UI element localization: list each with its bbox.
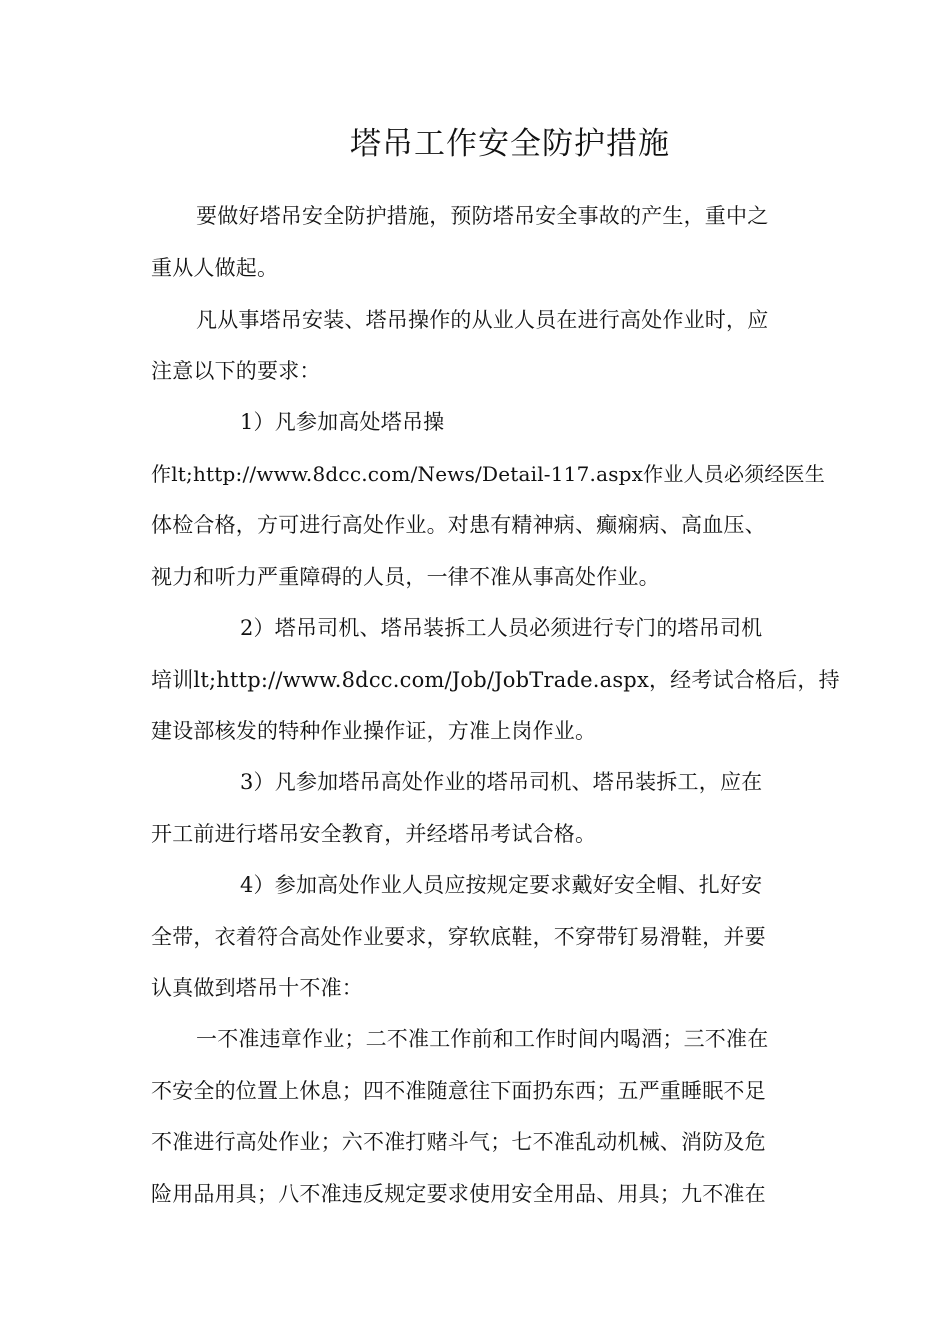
paragraph-line: 要做好塔吊安全防护措施，预防塔吊安全事故的产生，重中之 [196, 204, 769, 228]
paragraph-line: 培训lt;http://www.8dcc.com/Job/JobTrade.aspx，经考试合格后，持 [151, 668, 840, 692]
paragraph-line: 凡从事塔吊安装、塔吊操作的从业人员在进行高处作业时，应 [196, 308, 769, 332]
paragraph-line: 重从人做起。 [151, 256, 279, 280]
paragraph-line: 4）参加高处作业人员应按规定要求戴好安全帽、扎好安 [240, 873, 763, 897]
paragraph-line: 视力和听力严重障碍的人员，一律不准从事高处作业。 [151, 565, 660, 589]
paragraph-line: 2）塔吊司机、塔吊装拆工人员必须进行专门的塔吊司机 [240, 616, 763, 640]
document-title: 塔吊工作安全防护措施 [350, 126, 670, 162]
paragraph-line: 开工前进行塔吊安全教育，并经塔吊考试合格。 [151, 822, 597, 846]
paragraph-line: 作lt;http://www.8dcc.com/News/Detail-117.aspx作业人员必须经医生 [151, 462, 825, 486]
paragraph-line: 注意以下的要求： [151, 359, 321, 383]
paragraph-line: 认真做到塔吊十不准： [151, 976, 363, 1000]
paragraph-line: 1）凡参加高处塔吊操 [240, 410, 445, 434]
paragraph-line: 不准进行高处作业；六不准打赌斗气；七不准乱动机械、消防及危 [151, 1130, 766, 1154]
paragraph-line: 险用品用具；八不准违反规定要求使用安全用品、用具；九不准在 [151, 1182, 766, 1206]
paragraph-line: 3）凡参加塔吊高处作业的塔吊司机、塔吊装拆工，应在 [240, 770, 763, 794]
paragraph-line: 全带，衣着符合高处作业要求，穿软底鞋，不穿带钉易滑鞋，并要 [151, 925, 766, 949]
paragraph-line: 建设部核发的特种作业操作证，方准上岗作业。 [151, 719, 597, 743]
paragraph-line: 体检合格，方可进行高处作业。对患有精神病、癫痫病、高血压、 [151, 513, 766, 537]
paragraph-line: 一不准违章作业；二不准工作前和工作时间内喝酒；三不准在 [196, 1027, 769, 1051]
paragraph-line: 不安全的位置上休息；四不准随意往下面扔东西；五严重睡眠不足 [151, 1079, 766, 1103]
